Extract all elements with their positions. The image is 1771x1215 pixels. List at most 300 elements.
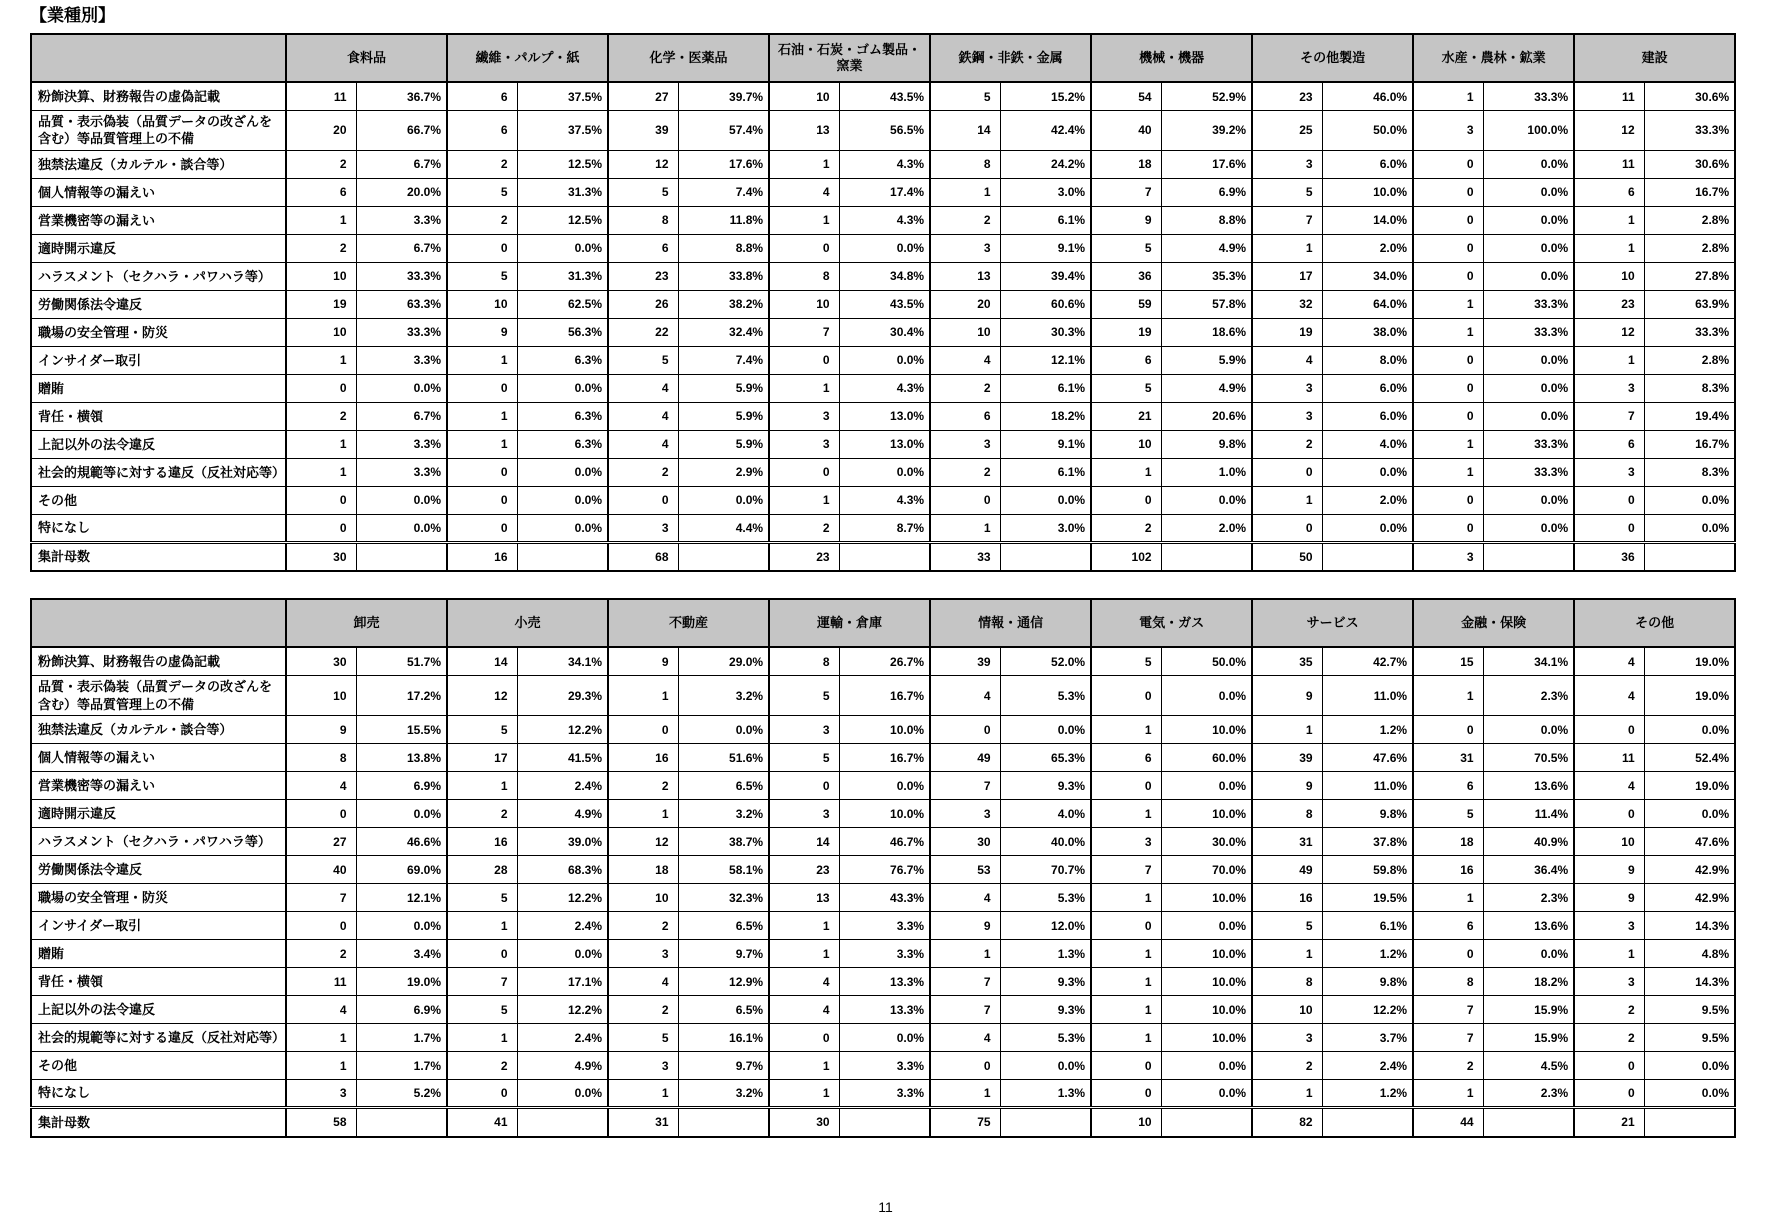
- percent-cell: 69.0%: [356, 856, 447, 884]
- percent-cell: [839, 1108, 930, 1137]
- column-header: 機械・機器: [1091, 34, 1252, 82]
- count-cell: 0: [769, 346, 839, 374]
- count-cell: 9: [1574, 856, 1644, 884]
- count-cell: 1: [1252, 234, 1322, 262]
- percent-cell: 2.3%: [1483, 1080, 1574, 1108]
- percent-cell: [1483, 1108, 1574, 1137]
- percent-cell: 3.7%: [1322, 1024, 1413, 1052]
- total-row: [31, 542, 1735, 571]
- count-cell: 5: [447, 178, 517, 206]
- count-cell: 40: [1091, 110, 1161, 150]
- count-cell: 12: [447, 675, 517, 715]
- count-cell: 12: [1574, 318, 1644, 346]
- percent-cell: 16.7%: [1644, 178, 1735, 206]
- count-cell: 7: [286, 884, 356, 912]
- count-cell: 3: [769, 800, 839, 828]
- percent-cell: 10.0%: [1322, 178, 1413, 206]
- percent-cell: 11.8%: [678, 206, 769, 234]
- count-cell: 3: [1252, 1024, 1322, 1052]
- percent-cell: 37.5%: [517, 82, 608, 110]
- count-cell: 4: [608, 430, 678, 458]
- percent-cell: 10.0%: [1161, 968, 1252, 996]
- percent-cell: 19.4%: [1644, 402, 1735, 430]
- percent-cell: 0.0%: [1161, 486, 1252, 514]
- count-cell: 0: [447, 514, 517, 542]
- percent-cell: 0.0%: [1483, 346, 1574, 374]
- count-cell: 3: [1252, 374, 1322, 402]
- table-row: [31, 150, 1735, 178]
- row-label: 贈賄: [31, 374, 286, 402]
- count-cell: 2: [447, 800, 517, 828]
- row-label: 個人情報等の漏えい: [31, 744, 286, 772]
- count-cell: 6: [286, 178, 356, 206]
- count-cell: 16: [447, 828, 517, 856]
- percent-cell: 0.0%: [1483, 940, 1574, 968]
- column-header: 石油・石炭・ゴム製品・窯業: [769, 34, 930, 82]
- table-row: [31, 110, 1735, 150]
- count-cell: 1: [608, 675, 678, 715]
- percent-cell: 42.9%: [1644, 884, 1735, 912]
- count-cell: 2: [608, 458, 678, 486]
- count-cell: 3: [930, 800, 1000, 828]
- percent-cell: 9.3%: [1000, 772, 1091, 800]
- percent-cell: 6.9%: [356, 772, 447, 800]
- percent-cell: 15.5%: [356, 716, 447, 744]
- count-cell: 41: [447, 1108, 517, 1137]
- count-cell: 4: [608, 968, 678, 996]
- count-cell: 1: [769, 374, 839, 402]
- table-row: [31, 262, 1735, 290]
- count-cell: 4: [769, 178, 839, 206]
- percent-cell: 10.0%: [1161, 800, 1252, 828]
- percent-cell: 51.7%: [356, 647, 447, 675]
- percent-cell: 4.8%: [1644, 940, 1735, 968]
- percent-cell: 0.0%: [1161, 912, 1252, 940]
- percent-cell: 12.2%: [1322, 996, 1413, 1024]
- count-cell: 5: [447, 884, 517, 912]
- row-label: 適時開示違反: [31, 800, 286, 828]
- percent-cell: 5.3%: [1000, 675, 1091, 715]
- percent-cell: 3.3%: [839, 1080, 930, 1108]
- count-cell: 50: [1252, 542, 1322, 571]
- percent-cell: [356, 542, 447, 571]
- percent-cell: 13.8%: [356, 744, 447, 772]
- percent-cell: 0.0%: [1161, 675, 1252, 715]
- column-header: 水産・農林・鉱業: [1413, 34, 1574, 82]
- percent-cell: 100.0%: [1483, 110, 1574, 150]
- count-cell: 1: [447, 912, 517, 940]
- count-cell: 1: [1574, 234, 1644, 262]
- count-cell: 13: [930, 262, 1000, 290]
- percent-cell: 1.2%: [1322, 940, 1413, 968]
- count-cell: 0: [1574, 514, 1644, 542]
- percent-cell: 19.0%: [1644, 772, 1735, 800]
- count-cell: 10: [1091, 430, 1161, 458]
- count-cell: 31: [608, 1108, 678, 1137]
- percent-cell: 3.3%: [356, 206, 447, 234]
- count-cell: 7: [1413, 1024, 1483, 1052]
- table-row: [31, 716, 1735, 744]
- percent-cell: 43.5%: [839, 82, 930, 110]
- count-cell: 2: [286, 234, 356, 262]
- document-page: [30, 6, 1736, 1164]
- percent-cell: 5.9%: [678, 374, 769, 402]
- percent-cell: 8.7%: [839, 514, 930, 542]
- count-cell: 5: [1413, 800, 1483, 828]
- count-cell: 39: [1252, 744, 1322, 772]
- row-label: 上記以外の法令違反: [31, 996, 286, 1024]
- count-cell: 9: [447, 318, 517, 346]
- count-cell: 3: [608, 940, 678, 968]
- count-cell: 1: [1091, 996, 1161, 1024]
- percent-cell: 1.0%: [1161, 458, 1252, 486]
- percent-cell: [1161, 1108, 1252, 1137]
- percent-cell: 0.0%: [1000, 1052, 1091, 1080]
- percent-cell: 63.9%: [1644, 290, 1735, 318]
- count-cell: 0: [1413, 206, 1483, 234]
- percent-cell: 40.9%: [1483, 828, 1574, 856]
- count-cell: 0: [1413, 234, 1483, 262]
- count-cell: 0: [1252, 514, 1322, 542]
- percent-cell: 4.3%: [839, 374, 930, 402]
- row-label: 集計母数: [31, 1108, 286, 1137]
- count-cell: 3: [769, 716, 839, 744]
- count-cell: 2: [608, 996, 678, 1024]
- count-cell: 11: [1574, 82, 1644, 110]
- count-cell: 1: [1252, 486, 1322, 514]
- percent-cell: 0.0%: [517, 940, 608, 968]
- count-cell: 0: [1413, 940, 1483, 968]
- row-label: 職場の安全管理・防災: [31, 884, 286, 912]
- count-cell: 0: [930, 716, 1000, 744]
- percent-cell: 16.7%: [839, 744, 930, 772]
- count-cell: 5: [1252, 912, 1322, 940]
- count-cell: 82: [1252, 1108, 1322, 1137]
- count-cell: 49: [1252, 856, 1322, 884]
- count-cell: 7: [1091, 856, 1161, 884]
- table-row: [31, 884, 1735, 912]
- count-cell: 2: [286, 150, 356, 178]
- count-cell: 2: [447, 1052, 517, 1080]
- percent-cell: 0.0%: [1483, 486, 1574, 514]
- section-title: 【業種別】: [30, 6, 115, 25]
- row-label: 上記以外の法令違反: [31, 430, 286, 458]
- count-cell: 3: [930, 430, 1000, 458]
- count-cell: 1: [1091, 800, 1161, 828]
- percent-cell: 0.0%: [517, 374, 608, 402]
- column-header: 食料品: [286, 34, 447, 82]
- count-cell: 22: [608, 318, 678, 346]
- count-cell: 7: [930, 968, 1000, 996]
- percent-cell: 66.7%: [356, 110, 447, 150]
- percent-cell: 17.6%: [1161, 150, 1252, 178]
- percent-cell: 0.0%: [517, 486, 608, 514]
- row-label: 集計母数: [31, 542, 286, 571]
- row-label: 営業機密等の漏えい: [31, 206, 286, 234]
- percent-cell: 9.5%: [1644, 996, 1735, 1024]
- count-cell: 0: [930, 1052, 1000, 1080]
- percent-cell: 0.0%: [839, 772, 930, 800]
- percent-cell: 50.0%: [1161, 647, 1252, 675]
- percent-cell: 33.3%: [1483, 458, 1574, 486]
- count-cell: 7: [769, 318, 839, 346]
- count-cell: 6: [608, 234, 678, 262]
- percent-cell: 15.9%: [1483, 1024, 1574, 1052]
- count-cell: 2: [1574, 996, 1644, 1024]
- percent-cell: 0.0%: [1644, 1052, 1735, 1080]
- row-label: 個人情報等の漏えい: [31, 178, 286, 206]
- industry-table-services: [30, 598, 1736, 1137]
- percent-cell: 0.0%: [1644, 486, 1735, 514]
- percent-cell: 0.0%: [678, 716, 769, 744]
- count-cell: 10: [930, 318, 1000, 346]
- count-cell: 18: [1091, 150, 1161, 178]
- percent-cell: 37.8%: [1322, 828, 1413, 856]
- count-cell: 1: [286, 458, 356, 486]
- count-cell: 1: [286, 1024, 356, 1052]
- percent-cell: 10.0%: [1161, 996, 1252, 1024]
- count-cell: 23: [1574, 290, 1644, 318]
- percent-cell: [1644, 542, 1735, 571]
- percent-cell: 12.2%: [517, 996, 608, 1024]
- count-cell: 2: [608, 912, 678, 940]
- percent-cell: 17.4%: [839, 178, 930, 206]
- count-cell: 1: [1252, 940, 1322, 968]
- percent-cell: 0.0%: [1644, 800, 1735, 828]
- count-cell: 9: [608, 647, 678, 675]
- count-cell: 1: [608, 800, 678, 828]
- count-cell: 36: [1091, 262, 1161, 290]
- count-cell: 0: [1413, 486, 1483, 514]
- count-cell: 75: [930, 1108, 1000, 1137]
- count-cell: 2: [1252, 1052, 1322, 1080]
- count-cell: 0: [1091, 912, 1161, 940]
- count-cell: 3: [286, 1080, 356, 1108]
- count-cell: 5: [447, 716, 517, 744]
- count-cell: 7: [447, 968, 517, 996]
- percent-cell: 36.7%: [356, 82, 447, 110]
- count-cell: 6: [1413, 912, 1483, 940]
- count-cell: 1: [930, 514, 1000, 542]
- percent-cell: 0.0%: [356, 912, 447, 940]
- percent-cell: 32.4%: [678, 318, 769, 346]
- percent-cell: 0.0%: [1644, 514, 1735, 542]
- percent-cell: 10.0%: [839, 716, 930, 744]
- percent-cell: 6.0%: [1322, 374, 1413, 402]
- percent-cell: 50.0%: [1322, 110, 1413, 150]
- percent-cell: 33.3%: [356, 318, 447, 346]
- count-cell: 3: [930, 234, 1000, 262]
- percent-cell: 13.6%: [1483, 772, 1574, 800]
- percent-cell: 3.3%: [356, 430, 447, 458]
- table-row: [31, 346, 1735, 374]
- count-cell: 5: [608, 346, 678, 374]
- column-header: 金融・保険: [1413, 599, 1574, 647]
- table-row: [31, 318, 1735, 346]
- count-cell: 1: [1413, 82, 1483, 110]
- percent-cell: 30.4%: [839, 318, 930, 346]
- column-header: 小売: [447, 599, 608, 647]
- table-row: [31, 996, 1735, 1024]
- percent-cell: 4.3%: [839, 486, 930, 514]
- row-label: 適時開示違反: [31, 234, 286, 262]
- percent-cell: 4.9%: [1161, 234, 1252, 262]
- percent-cell: 29.0%: [678, 647, 769, 675]
- count-cell: 1: [769, 150, 839, 178]
- percent-cell: 0.0%: [356, 800, 447, 828]
- count-cell: 2: [769, 514, 839, 542]
- count-cell: 13: [769, 884, 839, 912]
- percent-cell: 2.4%: [517, 1024, 608, 1052]
- count-cell: 27: [608, 82, 678, 110]
- percent-cell: 47.6%: [1322, 744, 1413, 772]
- count-cell: 3: [608, 514, 678, 542]
- row-label: 職場の安全管理・防災: [31, 318, 286, 346]
- count-cell: 0: [769, 458, 839, 486]
- count-cell: 7: [930, 772, 1000, 800]
- percent-cell: 0.0%: [517, 514, 608, 542]
- count-cell: 1: [286, 206, 356, 234]
- table-row: [31, 234, 1735, 262]
- percent-cell: 40.0%: [1000, 828, 1091, 856]
- percent-cell: 2.3%: [1483, 884, 1574, 912]
- percent-cell: 4.0%: [1322, 430, 1413, 458]
- percent-cell: 34.1%: [1483, 647, 1574, 675]
- row-label: 品質・表示偽装（品質データの改ざんを含む）等品質管理上の不備: [31, 675, 286, 715]
- count-cell: 18: [1413, 828, 1483, 856]
- percent-cell: 12.9%: [678, 968, 769, 996]
- percent-cell: 30.6%: [1644, 82, 1735, 110]
- count-cell: 0: [286, 912, 356, 940]
- percent-cell: 39.4%: [1000, 262, 1091, 290]
- percent-cell: 6.7%: [356, 150, 447, 178]
- count-cell: 1: [769, 486, 839, 514]
- row-label: 背任・横領: [31, 968, 286, 996]
- percent-cell: 38.7%: [678, 828, 769, 856]
- percent-cell: 4.3%: [839, 206, 930, 234]
- count-cell: 10: [769, 290, 839, 318]
- percent-cell: 17.1%: [517, 968, 608, 996]
- percent-cell: 1.3%: [1000, 1080, 1091, 1108]
- percent-cell: 0.0%: [1483, 514, 1574, 542]
- percent-cell: 10.0%: [1161, 940, 1252, 968]
- percent-cell: 56.5%: [839, 110, 930, 150]
- count-cell: 1: [1413, 675, 1483, 715]
- count-cell: 5: [769, 675, 839, 715]
- percent-cell: 2.8%: [1644, 234, 1735, 262]
- count-cell: 0: [1413, 514, 1483, 542]
- count-cell: 31: [1252, 828, 1322, 856]
- count-cell: 33: [930, 542, 1000, 571]
- count-cell: 3: [769, 430, 839, 458]
- count-cell: 3: [769, 402, 839, 430]
- percent-cell: 10.0%: [1161, 716, 1252, 744]
- count-cell: 0: [1413, 716, 1483, 744]
- percent-cell: 52.0%: [1000, 647, 1091, 675]
- count-cell: 2: [286, 402, 356, 430]
- count-cell: 8: [769, 647, 839, 675]
- percent-cell: 42.4%: [1000, 110, 1091, 150]
- percent-cell: 9.7%: [678, 1052, 769, 1080]
- count-cell: 4: [930, 346, 1000, 374]
- percent-cell: 3.3%: [356, 346, 447, 374]
- table-row: [31, 430, 1735, 458]
- count-cell: 3: [1574, 374, 1644, 402]
- percent-cell: 6.1%: [1000, 458, 1091, 486]
- percent-cell: 2.9%: [678, 458, 769, 486]
- count-cell: 2: [1091, 514, 1161, 542]
- table-row: [31, 828, 1735, 856]
- row-label: その他: [31, 1052, 286, 1080]
- count-cell: 7: [1574, 402, 1644, 430]
- count-cell: 1: [1413, 318, 1483, 346]
- count-cell: 8: [930, 150, 1000, 178]
- count-cell: 0: [608, 716, 678, 744]
- count-cell: 1: [286, 346, 356, 374]
- percent-cell: 1.2%: [1322, 716, 1413, 744]
- count-cell: 4: [286, 996, 356, 1024]
- percent-cell: 0.0%: [839, 1024, 930, 1052]
- percent-cell: 33.3%: [1644, 110, 1735, 150]
- percent-cell: 8.8%: [1161, 206, 1252, 234]
- percent-cell: 57.8%: [1161, 290, 1252, 318]
- percent-cell: 4.5%: [1483, 1052, 1574, 1080]
- count-cell: 10: [286, 318, 356, 346]
- percent-cell: 34.1%: [517, 647, 608, 675]
- percent-cell: 59.8%: [1322, 856, 1413, 884]
- count-cell: 6: [447, 82, 517, 110]
- count-cell: 20: [930, 290, 1000, 318]
- percent-cell: 2.0%: [1322, 234, 1413, 262]
- count-cell: 2: [930, 206, 1000, 234]
- count-cell: 9: [1574, 884, 1644, 912]
- percent-cell: 7.4%: [678, 346, 769, 374]
- percent-cell: 76.7%: [839, 856, 930, 884]
- count-cell: 11: [1574, 150, 1644, 178]
- count-cell: 1: [930, 940, 1000, 968]
- percent-cell: 12.1%: [356, 884, 447, 912]
- count-cell: 3: [1413, 542, 1483, 571]
- percent-cell: 7.4%: [678, 178, 769, 206]
- count-cell: 39: [608, 110, 678, 150]
- percent-cell: 3.3%: [839, 1052, 930, 1080]
- percent-cell: 5.9%: [678, 402, 769, 430]
- percent-cell: 0.0%: [1322, 458, 1413, 486]
- table-row: [31, 912, 1735, 940]
- count-cell: 20: [286, 110, 356, 150]
- count-cell: 5: [608, 1024, 678, 1052]
- percent-cell: 10.0%: [839, 800, 930, 828]
- count-cell: 28: [447, 856, 517, 884]
- percent-cell: 41.5%: [517, 744, 608, 772]
- count-cell: 1: [1574, 940, 1644, 968]
- percent-cell: 0.0%: [1483, 402, 1574, 430]
- row-label: 粉飾決算、財務報告の虚偽記載: [31, 82, 286, 110]
- count-cell: 0: [447, 486, 517, 514]
- count-cell: 1: [769, 1052, 839, 1080]
- percent-cell: 0.0%: [1644, 1080, 1735, 1108]
- percent-cell: 0.0%: [1161, 1080, 1252, 1108]
- percent-cell: 8.3%: [1644, 374, 1735, 402]
- table-row: [31, 675, 1735, 715]
- industry-table-manufacturing: [30, 33, 1736, 572]
- percent-cell: 6.7%: [356, 234, 447, 262]
- percent-cell: 18.2%: [1000, 402, 1091, 430]
- count-cell: 4: [930, 675, 1000, 715]
- percent-cell: 33.3%: [1483, 318, 1574, 346]
- percent-cell: 0.0%: [1483, 150, 1574, 178]
- percent-cell: 5.3%: [1000, 884, 1091, 912]
